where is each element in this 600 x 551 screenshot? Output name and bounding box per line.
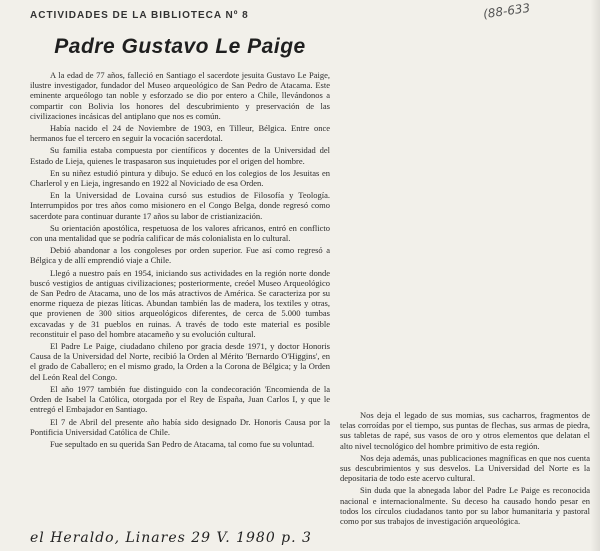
paragraph: En su niñez estudió pintura y dibujo. Se educó en los colegios de los Jesuitas en Charlerol y en Lieja, ingresando en 1922 al Noviciado de esa Orden. (30, 167, 330, 189)
paragraph: En la Universidad de Lovaina cursó sus estudios de Filosofía y Teología. Interrumpidos por tres años como misionero en el Congo Belga, donde regresó como sacerdote para continuar durante 17 años su labor de cristianización. (30, 190, 330, 221)
scan-edge-shadow (590, 0, 600, 551)
paragraph: Fue sepultado en su querida San Pedro de Atacama, tal como fue su voluntad. (50, 438, 315, 449)
section-header: ACTIVIDADES DE LA BIBLIOTECA Nº 8 (30, 10, 249, 21)
paragraph: Sin duda que la abnegada labor del Padre Le Paige es reconocida nacional e internacionalmente. Su deceso ha causado hondo pesar en todos los círculos ciudadanos tanto por su labor humanitaria y pastoral como por sus trabajos de investigación arqueológica. (340, 485, 590, 527)
paragraph: Nos deja el legado de sus momias, sus cacharros, fragmentos de telas corroídas por el tiempo, sus puntas de flechas, sus armas de piedra, sus tabletas de rapé, sus vasos de oro y otros elementos que delatan el alto nivel tecnológico del hombre primitivo de esta región. (340, 410, 590, 451)
article-title: Padre Gustavo Le Paige (54, 35, 306, 58)
paragraph: A la edad de 77 años, falleció en Santiago el sacerdote jesuita Gustavo Le Paige, ilustre investigador, fundador del Museo arqueológico de San Pedro de Atacama. Este eminente arqueólogo tan noble y esforzado se dio por entero a Chile, llevándonos a compartir con Bolivia los honores del descubrimiento y preservación de las civilizaciones incásicas del antiplano que nos es común. (30, 70, 330, 121)
paragraph: Su orientación apostólica, respetuosa de los valores africanos, entró en conflicto con una mentalidad que se podría calificar de más colonialista en lo cultural. (30, 222, 330, 244)
paragraph: Había nacido el 24 de Noviembre de 1903, en Tilleur, Bélgica. Entre once hermanos fue el tercero en seguir la vocación sacerdotal. (30, 123, 330, 144)
paragraph: El 7 de Abril del presente año había sido designado Dr. Honoris Causa por la Pontificia Universidad Católica de Chile. (30, 416, 330, 437)
paragraph: Nos deja además, unas publicaciones magníficas en que nos cuenta sus descubrimientos y sus desvelos. La Universidad del Norte es la depositaria de todo este acervo cultural. (340, 452, 590, 484)
article-column-left (30, 70, 330, 530)
article-column-right (340, 410, 590, 540)
paragraph: Llegó a nuestro país en 1954, iniciando sus actividades en la región norte donde buscó vestigios de antiguas civilizaciones; posteriormente, creóel Museo Arqueológico de San Pedro de Atacama, uno de los más atractivos de América. Se caracteriza por su enorme riqueza de piezas líticas. Abundan también las de madera, los textiles y otras, que provienen de 300 sitios arqueológicos diferentes, de cerca de 5.000 tumbas excavadas y de 31 pueblos en ruinas. A través de todo este material es posible reconstituir el paso del hombre atacameño y su evolución cultural. (30, 267, 330, 339)
handwritten-reference: (88-633 (482, 0, 531, 22)
handwritten-source-note: el Heraldo, Linares 29 V. 1980 p. 3 (30, 530, 312, 546)
paragraph: El Padre Le Paige, ciudadano chileno por gracia desde 1971, y doctor Honoris Causa de la Universidad del Norte, recibió la Orden al Mérito 'Bernardo O'Higgins', en el grado de Caballero; en el mismo grado, la Orden a la Corona de Bélgica; y la Orden del León Real del Congo. (30, 341, 330, 382)
paragraph: Su familia estaba compuesta por científicos y docentes de la Universidad del Estado de Lieja, quienes le traspasaron sus inquietudes por el origen del hombre. (30, 145, 330, 166)
paragraph: El año 1977 también fue distinguido con la condecoración 'Encomienda de la Orden de Isabel la Católica, otorgada por el Rey de España, Juan Carlos I, y que le entregó el Embajador en Santiago. (30, 383, 330, 415)
paragraph: Debió abandonar a los congoleses por orden superior. Fue así como regresó a Bélgica y de allí emprendió viaje a Chile. (30, 245, 330, 266)
